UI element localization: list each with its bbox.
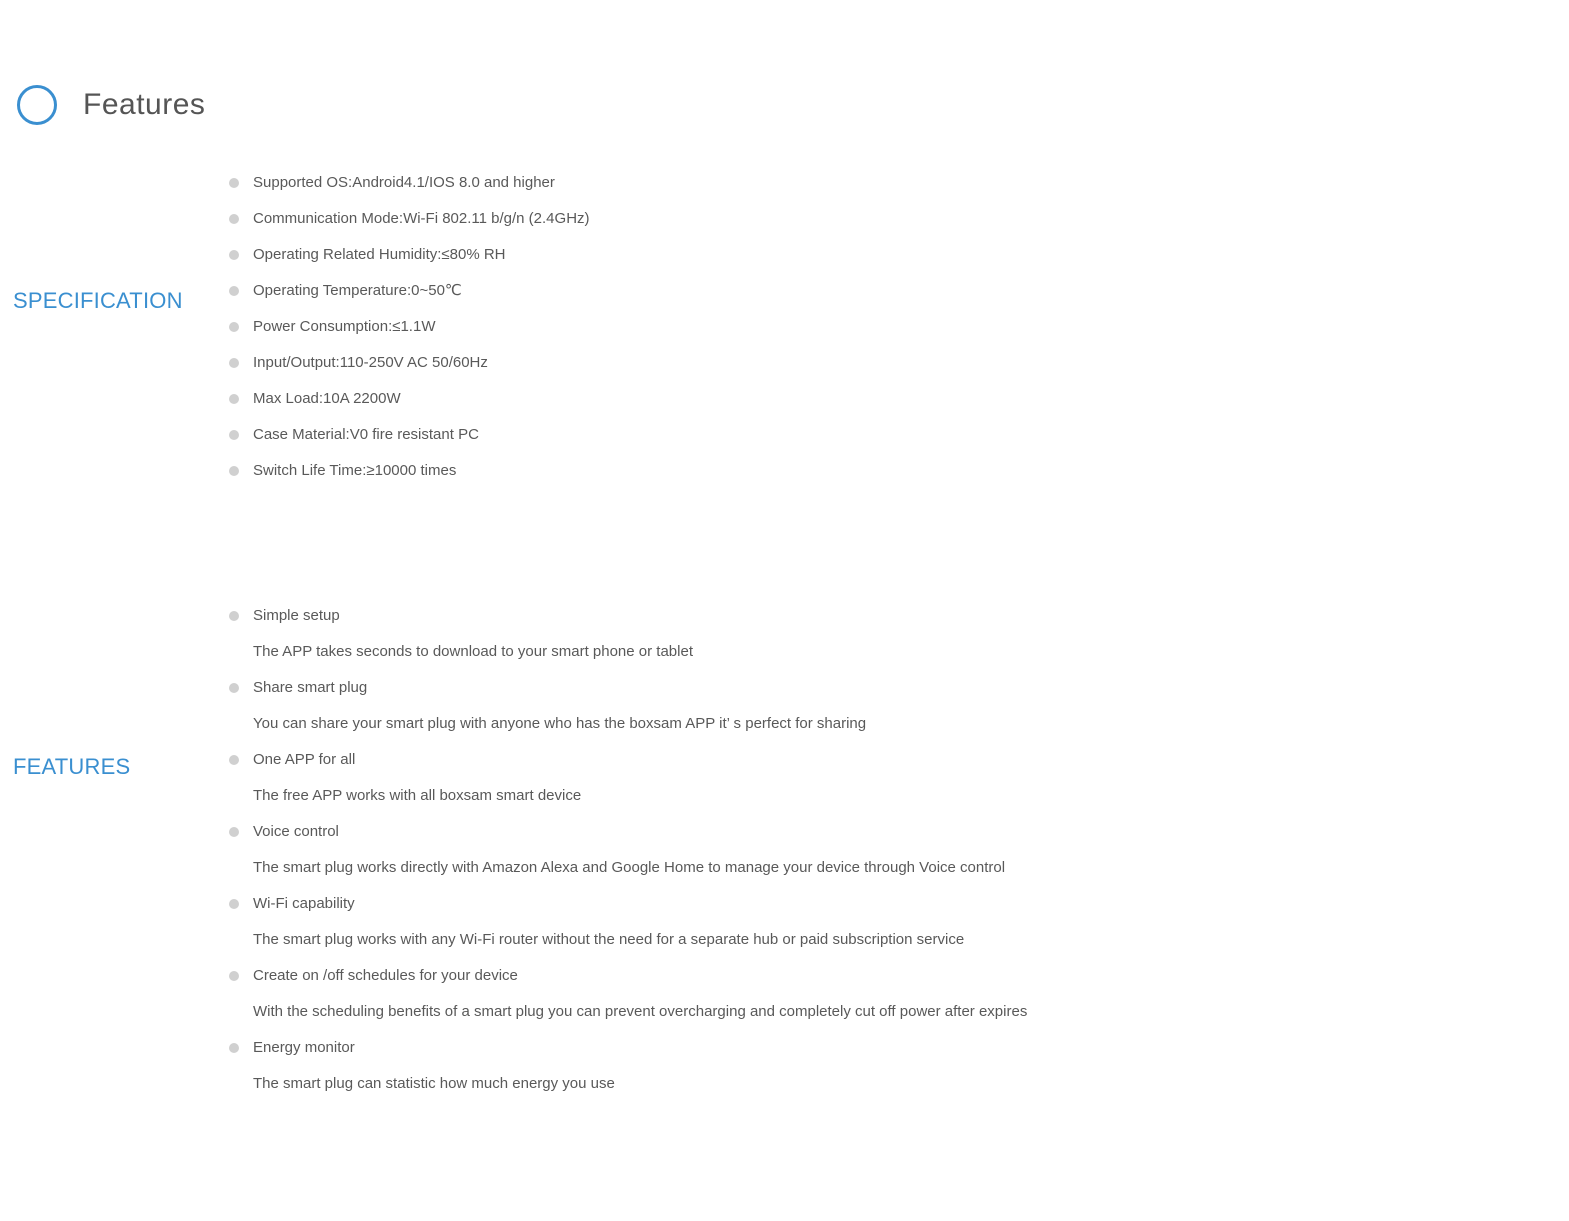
bullet-icon xyxy=(229,827,239,837)
spec-item xyxy=(228,453,590,489)
feature-description: The free APP works with all boxsam smart device xyxy=(253,787,582,804)
spec-item-text: Supported OS:Android4.1/IOS 8.0 and higher xyxy=(253,174,555,191)
spec-item xyxy=(228,309,590,345)
page-title: Features xyxy=(83,88,206,121)
bullet-icon xyxy=(229,683,239,693)
feature-description: With the scheduling benefits of a smart plug you can prevent overcharging and completely cut off power after expires xyxy=(253,1003,1028,1020)
bullet-icon xyxy=(229,286,239,296)
feature-title-text: Simple setup xyxy=(253,607,340,624)
spec-item xyxy=(228,345,590,381)
bullet-icon xyxy=(229,394,239,404)
spec-item xyxy=(228,165,590,201)
feature-title-text: One APP for all xyxy=(253,751,356,768)
bullet-icon xyxy=(229,971,239,981)
feature-title xyxy=(228,1030,1027,1066)
bullet-icon xyxy=(229,755,239,765)
features-label: FEATURES xyxy=(13,754,131,779)
feature-description: The smart plug works with any Wi-Fi router without the need for a separate hub or paid subscription service xyxy=(253,931,965,948)
spec-item xyxy=(228,381,590,417)
bullet-icon xyxy=(229,322,239,332)
spec-item xyxy=(228,237,590,273)
spec-item-text: Input/Output:110-250V AC 50/60Hz xyxy=(253,354,488,371)
bullet-icon xyxy=(229,430,239,440)
spec-item-text: Switch Life Time:≥10000 times xyxy=(253,462,457,479)
bullet-icon xyxy=(229,358,239,368)
bullet-icon xyxy=(229,214,239,224)
spec-item xyxy=(228,417,590,453)
spec-item-text: Case Material:V0 fire resistant PC xyxy=(253,426,479,443)
feature-description: The smart plug can statistic how much energy you use xyxy=(253,1075,615,1092)
features-list xyxy=(228,598,1027,1102)
spec-item-text: Max Load:10A 2200W xyxy=(253,390,401,407)
spec-item-text: Communication Mode:Wi-Fi 802.11 b/g/n (2.4GHz) xyxy=(253,210,590,227)
feature-title xyxy=(228,958,1027,994)
circle-icon xyxy=(17,85,57,125)
spec-item-text: Power Consumption:≤1.1W xyxy=(253,318,436,335)
feature-title xyxy=(228,670,1027,706)
spec-item xyxy=(228,273,590,309)
section-header xyxy=(17,84,205,126)
bullet-icon xyxy=(229,899,239,909)
bullet-icon xyxy=(229,178,239,188)
specification-list xyxy=(228,165,590,489)
feature-title xyxy=(228,742,1027,778)
feature-title-text: Energy monitor xyxy=(253,1039,355,1056)
bullet-icon xyxy=(229,466,239,476)
bullet-icon xyxy=(229,250,239,260)
bullet-icon xyxy=(229,611,239,621)
feature-title-text: Share smart plug xyxy=(253,679,368,696)
spec-item-text: Operating Related Humidity:≤80% RH xyxy=(253,246,506,263)
feature-title-text: Wi-Fi capability xyxy=(253,895,355,912)
spec-item-text: Operating Temperature:0~50℃ xyxy=(253,282,462,299)
feature-description: You can share your smart plug with anyone who has the boxsam APP it’ s perfect for sharing xyxy=(253,715,867,732)
feature-title xyxy=(228,598,1027,634)
specification-label: SPECIFICATION xyxy=(13,288,183,313)
feature-description: The smart plug works directly with Amazon Alexa and Google Home to manage your device through Voice control xyxy=(253,859,1006,876)
feature-description: The APP takes seconds to download to your smart phone or tablet xyxy=(253,643,693,660)
spec-item xyxy=(228,201,590,237)
bullet-icon xyxy=(229,1043,239,1053)
feature-title xyxy=(228,886,1027,922)
feature-title-text: Voice control xyxy=(253,823,339,840)
feature-title xyxy=(228,814,1027,850)
feature-title-text: Create on /off schedules for your device xyxy=(253,967,518,984)
